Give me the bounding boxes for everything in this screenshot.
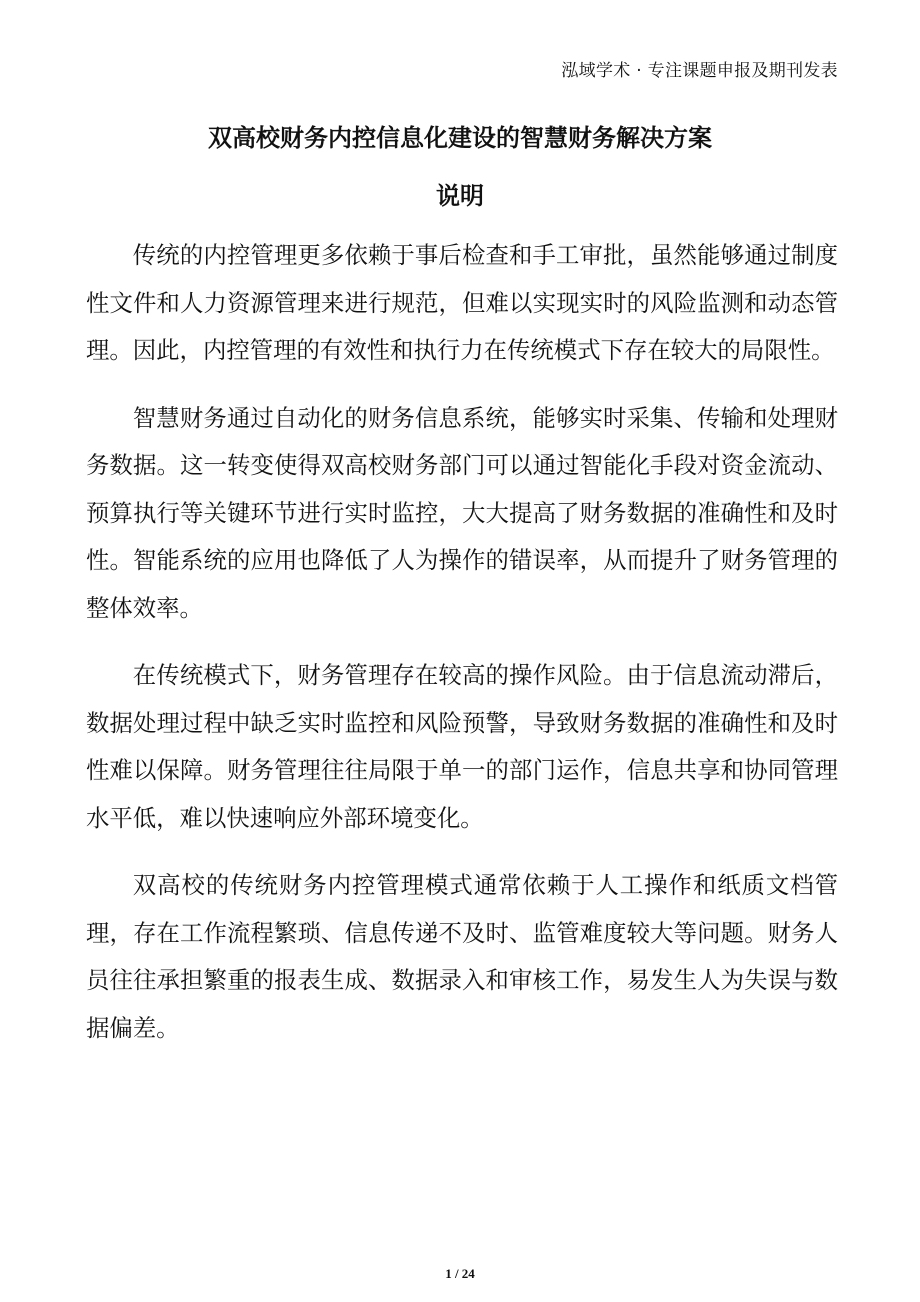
- body-text: [86, 232, 838, 1072]
- paragraph: 传统的内控管理更多依赖于事后检查和手工审批，虽然能够通过制度性文件和人力资源管理来进行规范，但难以实现实时的风险监测和动态管理。因此，内控管理的有效性和执行力在传统模式下存在较大的局限性。: [86, 241, 838, 364]
- page-number: 1 / 24: [445, 1266, 475, 1281]
- header-tag: 泓域学术 · 专注课题申报及期刊发表: [561, 61, 838, 81]
- paragraph: 智慧财务通过自动化的财务信息系统，能够实时采集、传输和处理财务数据。这一转变使得双高校财务部门可以通过智能化手段对资金流动、预算执行等关键环节进行实时监控，大大提高了财务数据的准确性和及时性。智能系统的应用也降低了人为操作的错误率，从而提升了财务管理的整体效率。: [86, 403, 838, 622]
- section-title: 说明: [436, 182, 484, 210]
- paragraph: 在传统模式下，财务管理存在较高的操作风险。由于信息流动滞后，数据处理过程中缺乏实时监控和风险预警，导致财务数据的准确性和及时性难以保障。财务管理往往局限于单一的部门运作，信息共享和协同管理水平低，难以快速响应外部环境变化。: [86, 661, 838, 832]
- paragraph: 双高校的传统财务内控管理模式通常依赖于人工操作和纸质文档管理，存在工作流程繁琐、信息传递不及时、监管难度较大等问题。财务人员往往承担繁重的报表生成、数据录入和审核工作，易发生人为失误与数据偏差。: [86, 871, 838, 1042]
- document-title: 双高校财务内控信息化建设的智慧财务解决方案: [208, 124, 712, 152]
